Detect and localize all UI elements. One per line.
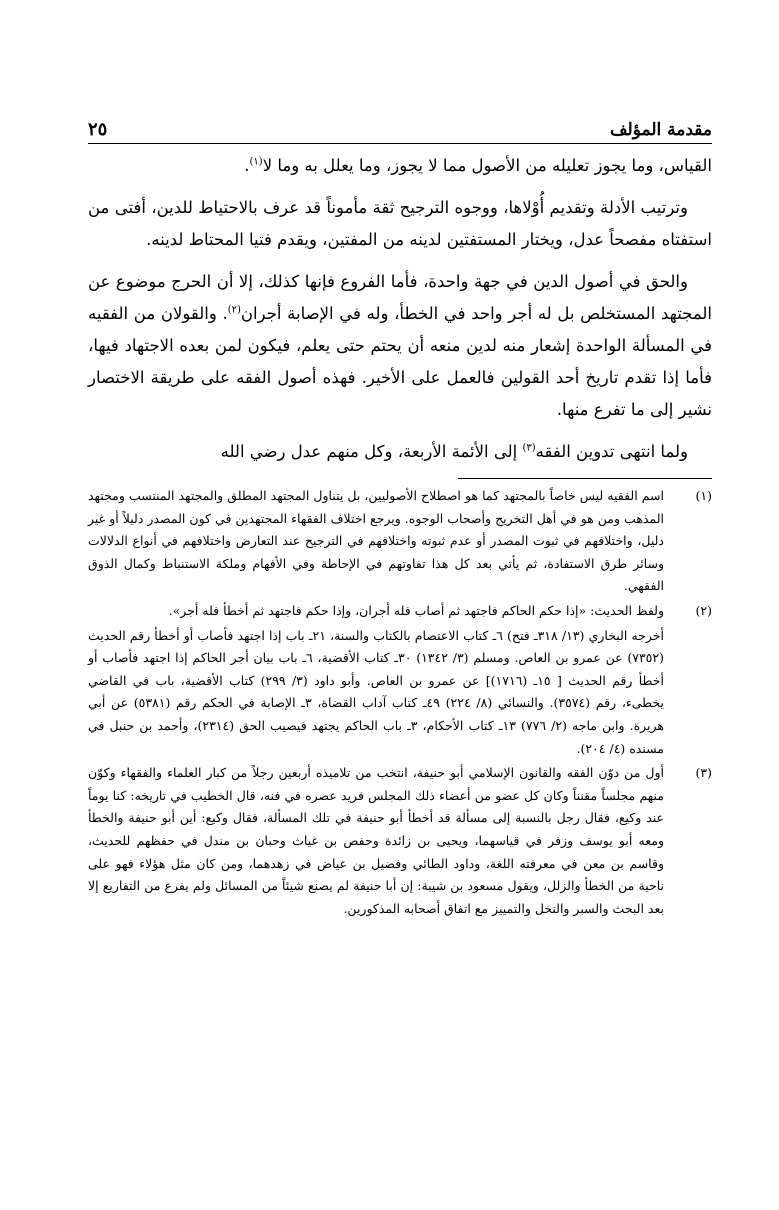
footnote-number: (٢) (695, 602, 712, 618)
footnote-ref: (٢) (227, 304, 241, 316)
footnote-ref: (٣) (522, 442, 536, 454)
footnote-text: أول من دوّن الفقه والقانون الإسلامي أبو حنيفة، انتخب من تلاميذه أربعين رجلاً من كبار العلماء والفقهاء وكوّن منهم مجلساً مقنناً وكان كل عضو من أعضاء ذلك المجلس فريد عصره في فنه، قال الخطيب في تاريخه: كنا يوماً عند وكيع، فقال رجل بالنسبة إلى مسألة قد أخطأ أبو حنيفة في تلك المسألة، فقال وكيع: أين أبو حنيفة والخطأ ومعه أبو يوسف وزفر في قياسهما، ويحيى بن زائدة وحفص بن غياث وحبان بن مندل في حفظهم للحديث، وقاسم بن معن في معرفته اللغة، وداود الطائي وفضيل بن عياض في زهدهما، ومن كان مثل هؤلاء فهو على ناحية من الخطأ والزلل، ويقول مسعود بن شيبة: إن أبا حنيفة لم يصنع شيئاً من المسائل ولم يفرع من التفاريع إلا بعد البحث والسبر والنخل والتمييز مع اتفاق أصحابه المذكورين. (88, 765, 664, 916)
footnote (88, 485, 712, 598)
footnote-separator (458, 478, 712, 479)
footnotes (88, 485, 712, 920)
paragraph: والحق في أصول الدين في جهة واحدة، فأما الفروع فإنها كذلك، إلا أن الحرج موضوع عن المجتهد المستخلص بل له أجر واحد في الخطأ، وله في الإصابة أجران$^{(٢)}$. والقولان من الفقيه في المسألة الواحدة إشعار منه لدين منعه أن يحتم حتى يعلم، فيكون لمن بعده الاجتهاد فيها، فأما إذا تقدم تاريخ أحد القولين فالعمل على الأخير. فهذه أصول الفقه على طريقة الاختصار نشير إلى ما تفرع منها. (88, 272, 712, 419)
paragraph: ولما انتهى تدوين الفقه$^{(٣)}$ إلى الأئمة الأربعة، وكل منهم عدل رضي الله (220, 442, 688, 461)
page-header (88, 110, 712, 144)
paragraph: وترتيب الأدلة وتقديم أُوْلاها، ووجوه الترجيح ثقة مأموناً قد عرف بالاحتياط للدين، أفتى من استفتاه مفصحاً عدل، ويختار المستفتين لدينه من المفتين، ويقدم فتيا المحتاط لدينه. (88, 198, 712, 249)
footnote-ref: (١) (249, 156, 263, 168)
footnote-text: ولفظ الحديث: «إذا حكم الحاكم فاجتهد ثم أصاب فله أجران، وإذا حكم فاجتهد ثم أخطأ فله أجر». (168, 602, 664, 618)
page-number: ٢٥ (88, 119, 108, 140)
paragraph: القياس، وما يجوز تعليله من الأصول مما لا يجوز، وما يعلل به وما لا$^{(١)}$. (244, 156, 712, 175)
footnote (88, 600, 712, 760)
footnote-number: (١) (695, 488, 712, 503)
main-text (88, 150, 712, 468)
book-page (88, 110, 712, 922)
footnote-number: (٣) (695, 765, 712, 781)
running-title: مقدمة المؤلف (609, 120, 712, 140)
footnote (88, 762, 712, 920)
footnote-text: اسم الفقيه ليس خاصاً بالمجتهد كما هو اصطلاح الأصوليين، بل يتناول المجتهد المطلق والمجتهد المنتسب ومجتهد المذهب ومن هو في أهل التخريج وأصحاب الوجوه. ويرجع اختلاف الفقهاء المجتهدين في كون المصدر دليلاً أو غير دليل، واختلافهم في ثبوت المصدر أو عدم ثبوته واختلافهم في الترجيح عند التعارض واختلافهم في أنواع الدلالات وسائر طرق الاستفادة، ثم يأتي بعد كل هذا تفاوتهم في الإحاطة وفي الأفهام وملكة الاستنباط وكمال الذوق الفقهي. (88, 488, 664, 594)
footnote-text: أخرجه البخاري (١٣/ ٣١٨ـ فتح) ٦ـ كتاب الاعتصام بالكتاب والسنة، ٢١ـ باب إذا اجتهد فأصاب أو أخطأ رقم الحديث (٧٣٥٢) عن عمرو بن العاص. ومسلم (٣/ ١٣٤٢) ٣٠ـ كتاب الأقضية، ٦ـ باب بيان أجر الحاكم إذا اجتهد فأصاب أو أخطأ رقم الحديث [ ١٥ـ (١٧١٦)] عن عمرو بن العاص. وأبو داود (٣/ ٢٩٩) كتاب الأقضية، باب في القاضي يخطىء، رقم (٣٥٧٤). والنسائي (٨/ ٢٢٤) ٤٩ـ كتاب آداب القضاة، ٣ـ الإصابة في الحكم رقم (٥٣٨١) عن أبي هريرة. وابن ماجه (٢/ ٧٧٦) ١٣ـ كتاب الأحكام، ٣ـ باب الحاكم يجتهد فيصيب الحق (٢٣١٤)، وأحمد بن حنبل في مسنده (٤/ ٢٠٤). (88, 627, 665, 756)
